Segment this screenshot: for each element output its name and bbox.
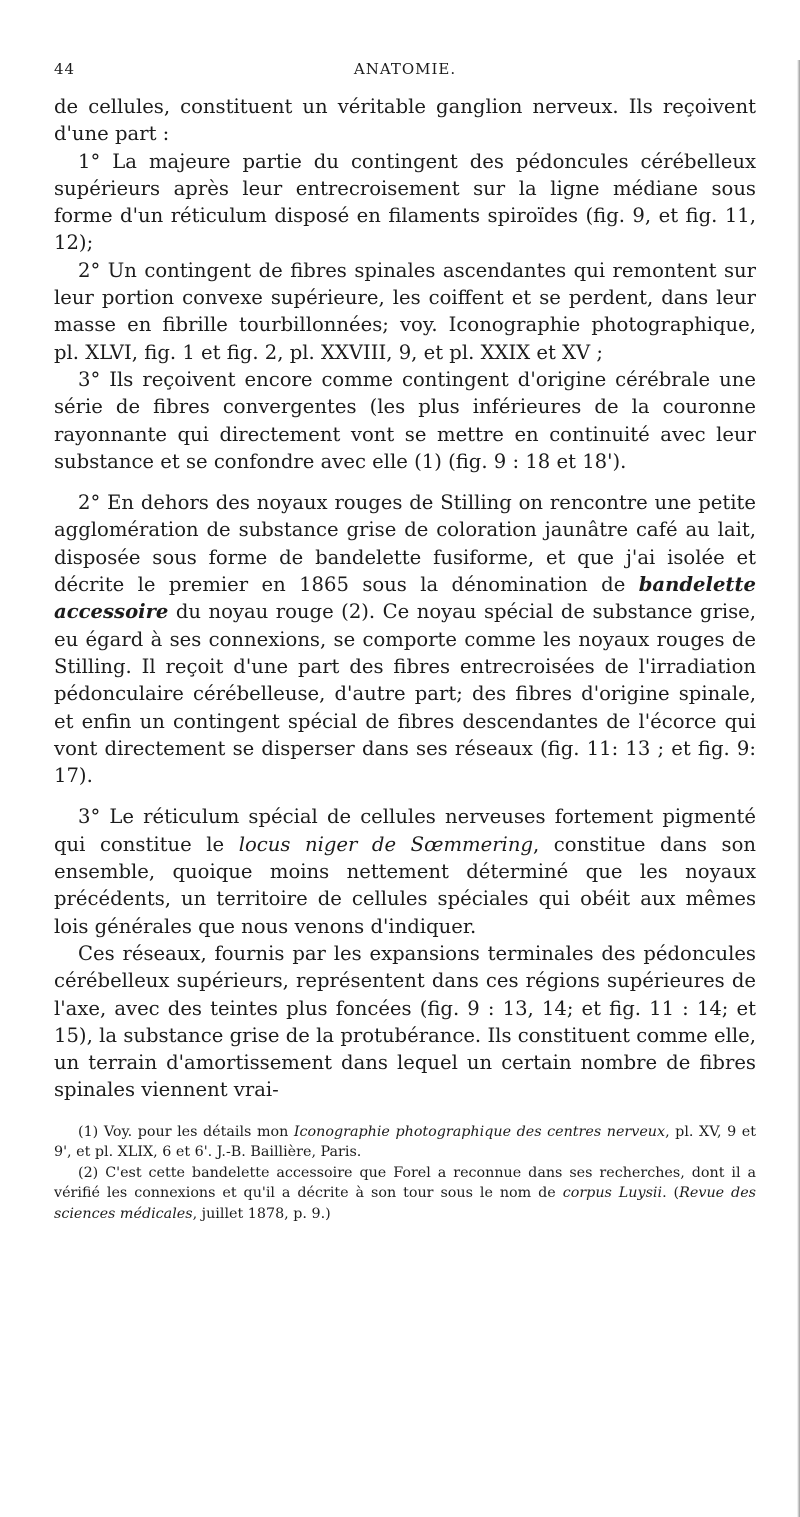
paragraph-intro: de cellules, constituent un véritable ganglion nerveux. Ils reçoivent d'une part : [54, 95, 756, 146]
running-head [54, 60, 756, 82]
paragraph-bandelette-end: du noyau rouge (2). Ce noyau spécial de substance grise, eu égard à ses connexions, se comporte comme les noyaux rouges de Stilling. Il reçoit d'une part des fibres entrecroisées de l'irradiation pédonculaire cérébelleuse, d'autre part; des fibres d'origine spinale, et enfin un contingent spécial de fibres descendantes de l'écorce qui vont directement se disperser dans ses réseaux (fig. 11: 13 ; et fig. 9: 17). [54, 600, 756, 788]
footnote-2-text-a: (2) C'est cette bandelette accessoire que Forel a reconnue dans ses recherches, dont il a vérifié les connexions et qu'il a décrite à son tour sous le nom de [54, 1164, 756, 1202]
term-locus-niger: locus niger de Sœmmering [238, 832, 533, 856]
paragraph-item-3: 3° Ils reçoivent encore comme contingent d'origine cérébrale une série de fibres convergentes (les plus inférieures de la couronne rayonnante qui directement vont se mettre en continuité avec leur substance et se confondre avec elle (1) (fig. 9 : 18 et 18'). [54, 367, 756, 473]
page-number: 44 [54, 60, 76, 78]
footnotes [54, 1122, 756, 1225]
term-bandelette-accessoire: bandelette accessoire [54, 573, 756, 624]
paragraph-bandelette [54, 489, 756, 789]
footnote-2-journal: Revue des sciences médicales [54, 1185, 757, 1222]
footnote-1 [54, 1122, 756, 1163]
paragraph-item-1: 1° La majeure partie du contingent des pédoncules cérébelleux supérieurs après leur entrecroisement sur la ligne médiane sous forme d'un réticulum disposé en filaments spiroïdes (fig. 9, et fig. 11, 12); [54, 149, 756, 255]
paragraph-locus-end: , constitue dans son ensemble, quoique moins nettement déterminé que les noyaux précédents, un territoire de cellules spéciales qui obéit aux mêmes lois générales que nous venons d'indiquer. [54, 832, 756, 938]
paragraph-reseaux: Ces réseaux, fournis par les expansions terminales des pédoncules cérébelleux supérieurs, représentent dans ces régions supérieures de l'axe, avec des teintes plus foncées (fig. 9 : 13, 14; et fig. 11 : 14; et 15), la substance grise de la protubérance. Ils constituent comme elle, un terrain d'amortissement dans lequel un certain nombre de fibres spinales viennent vrai- [54, 941, 756, 1102]
footnote-1-text-b: , pl. XV, 9 et 9', et pl. XLIX, 6 et 6'. J.-B. Baillière, Paris. [54, 1123, 756, 1161]
paragraph-bandelette-start: 2° En dehors des noyaux rouges de Stilling on rencontre une petite agglomération de substance grise de coloration jaunâtre café au lait, disposée sous forme de bandelette fusiforme, et que j'ai isolée et décrite le premier en 1865 sous la dénomination de [54, 491, 756, 597]
book-page [0, 60, 800, 1517]
running-title: ANATOMIE. [353, 60, 457, 78]
paragraph-locus-niger [54, 803, 756, 939]
footnote-1-title: Iconographie photographique des centres nerveux [293, 1123, 666, 1140]
body-text [54, 93, 756, 1104]
footnote-2-text-c: , juillet 1878, p. 9.) [192, 1205, 331, 1222]
footnote-2 [54, 1163, 756, 1225]
footnote-1-text-a: (1) Voy. pour les détails mon [78, 1123, 294, 1140]
footnote-2-text-b: . ( [662, 1185, 680, 1202]
paragraph-locus-start: 3° Le réticulum spécial de cellules nerveuses fortement pigmenté qui constitue le [54, 805, 756, 856]
footnote-2-term: corpus Luysii [562, 1185, 663, 1202]
paragraph-item-2: 2° Un contingent de fibres spinales ascendantes qui remontent sur leur portion convexe supérieure, les coiffent et se perdent, dans leur masse en fibrille tourbillonnées; voy. Iconographie photographique, pl. XLVI, fig. 1 et fig. 2, pl. XXVIII, 9, et pl. XXIX et XV ; [54, 258, 756, 364]
